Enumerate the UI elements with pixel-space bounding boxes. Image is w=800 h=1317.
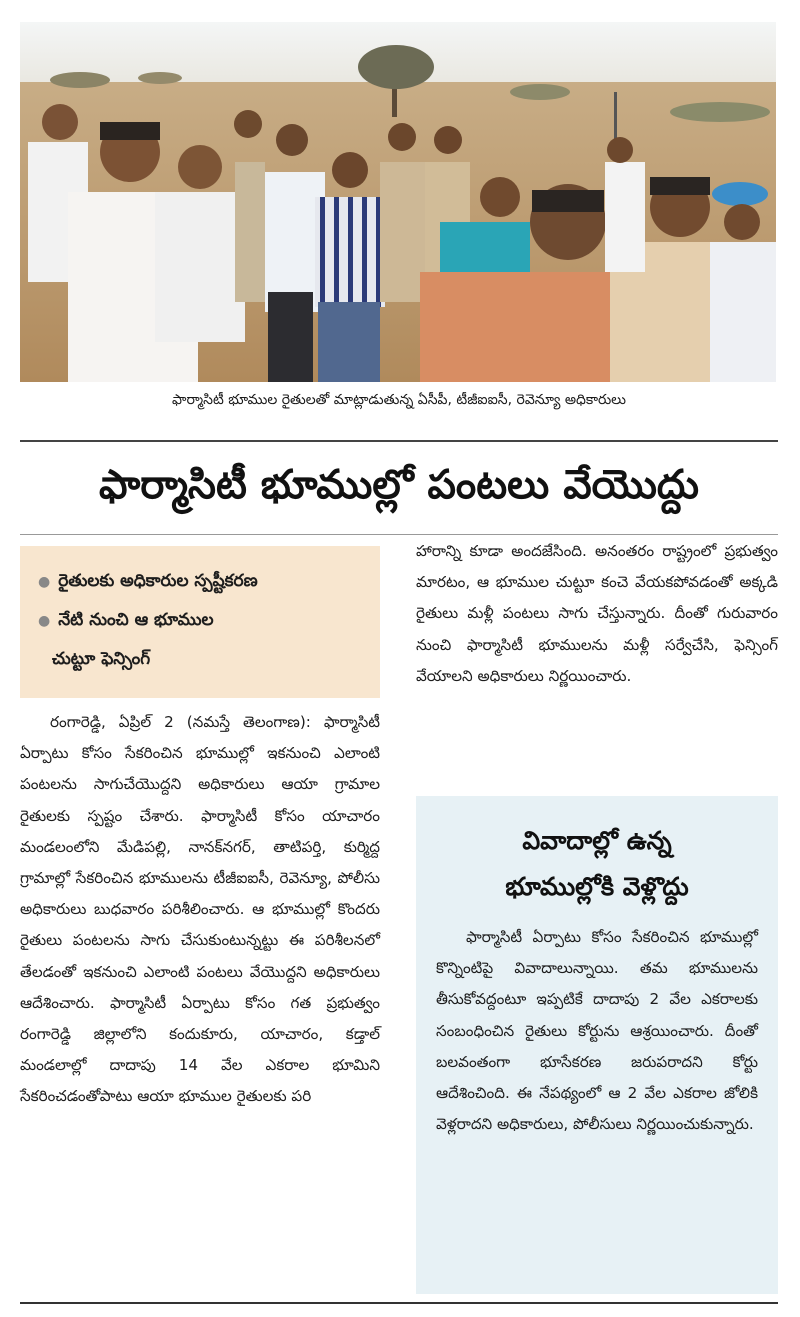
sidebar-box (416, 796, 778, 1294)
article-column-right (416, 536, 778, 692)
divider (20, 440, 778, 442)
article-paragraph: హారాన్ని కూడా అందజేసింది. అనంతరం రాష్ట్రంలో ప్రభుత్వం మారటం, ఆ భూముల చుట్టూ కంచె వేయకపోవడంతో అక్కడి రైతులు మళ్లీ పంటలు సాగు చేస్తున్నారు. దీంతో గురువారం నుంచి ఫార్మాసిటీ భూములను మళ్లీ సర్వేచేసి, ఫెన్సింగ్ వేయాలని అధికారులు నిర్ణయించారు. (416, 542, 778, 685)
bullet-icon: ● (38, 613, 51, 629)
article-column-left (20, 707, 380, 1113)
bottom-divider (20, 1302, 778, 1304)
highlight-item: ● నేటి నుంచి ఆ భూముల (38, 610, 214, 630)
photo-caption: ఫార్మాసిటీ భూముల రైతులతో మాట్లాడుతున్న ఏసీపీ, టీజీఐఐసీ, రెవెన్యూ అధికారులు (172, 392, 626, 408)
divider (20, 534, 778, 535)
sidebar-title-line1: వివాదాల్లో ఉన్న (522, 826, 672, 855)
sidebar-body: ఫార్మాసిటీ ఏర్పాటు కోసం సేకరించిన భూముల్లో కొన్నింటిపై వివాదాలున్నాయి. తమ భూములను తీసుకోవద్దంటూ ఇప్పటికే దాదాపు 2 వేల ఎకరాలకు సంబంధించిన రైతులు కోర్టును ఆశ్రయించారు. దీంతో బలవంతంగా భూసేకరణ జరుపరాదని కోర్టు ఆదేశించింది. ఈ నేపథ్యంలో ఆ 2 వేల ఎకరాల జోలికి వెళ్లరాదని అధికారులు, పోలీసులు నిర్ణయించుకున్నారు. (436, 928, 758, 1134)
photo-farmers-officials-field (20, 22, 776, 382)
highlight-item-continuation: చుట్టూ ఫెన్సింగ్ (52, 649, 151, 669)
headline: ఫార్మాసిటీ భూముల్లో పంటలు వేయొద్దు (98, 462, 700, 508)
sidebar-title-line2: భూముల్లోకి వెళ్లొద్దు (505, 872, 689, 901)
news-photo (20, 22, 776, 382)
bullet-icon: ● (38, 574, 51, 590)
highlight-item: ● రైతులకు అధికారుల స్పష్టీకరణ (38, 571, 258, 591)
article-paragraph: రంగారెడ్డి, ఏప్రిల్ 2 (నమస్తే తెలంగాణ): ఫార్మాసిటీ ఏర్పాటు కోసం సేకరించిన భూముల్లో ఇకనుంచి ఎలాంటి పంటలను సాగుచేయొద్దని అధికారులు ఆయా గ్రామాల రైతులకు స్పష్టం చేశారు. ఫార్మాసిటీ కోసం యాచారం మండలంలోని మేడిపల్లి, నానక్‌నగర్, తాటిపర్తి, కుర్మిద్ద గ్రామాల్లో సేకరించిన భూములను టీజీఐఐసీ, రెవెన్యూ, పోలీసు అధికారులు బుధవారం పరిశీలించారు. ఆ భూముల్లో కొందరు రైతులు పంటలను సాగు చేసుకుంటున్నట్టు ఈ పరిశీలనలో తేలడంతో ఇకనుంచి ఎలాంటి పంటలు వేయొద్దని అధికారులు ఆదేశించారు. ఫార్మాసిటీ ఏర్పాటు కోసం గత ప్రభుత్వం రంగారెడ్డి జిల్లాలోని కందుకూరు, యాచారం, కడ్తాల్ మండలాల్లో దాదాపు 14 వేల ఎకరాల భూమిని సేకరించడంతోపాటు ఆయా భూముల రైతులకు పరి (20, 713, 380, 1106)
highlights-box (20, 546, 380, 698)
